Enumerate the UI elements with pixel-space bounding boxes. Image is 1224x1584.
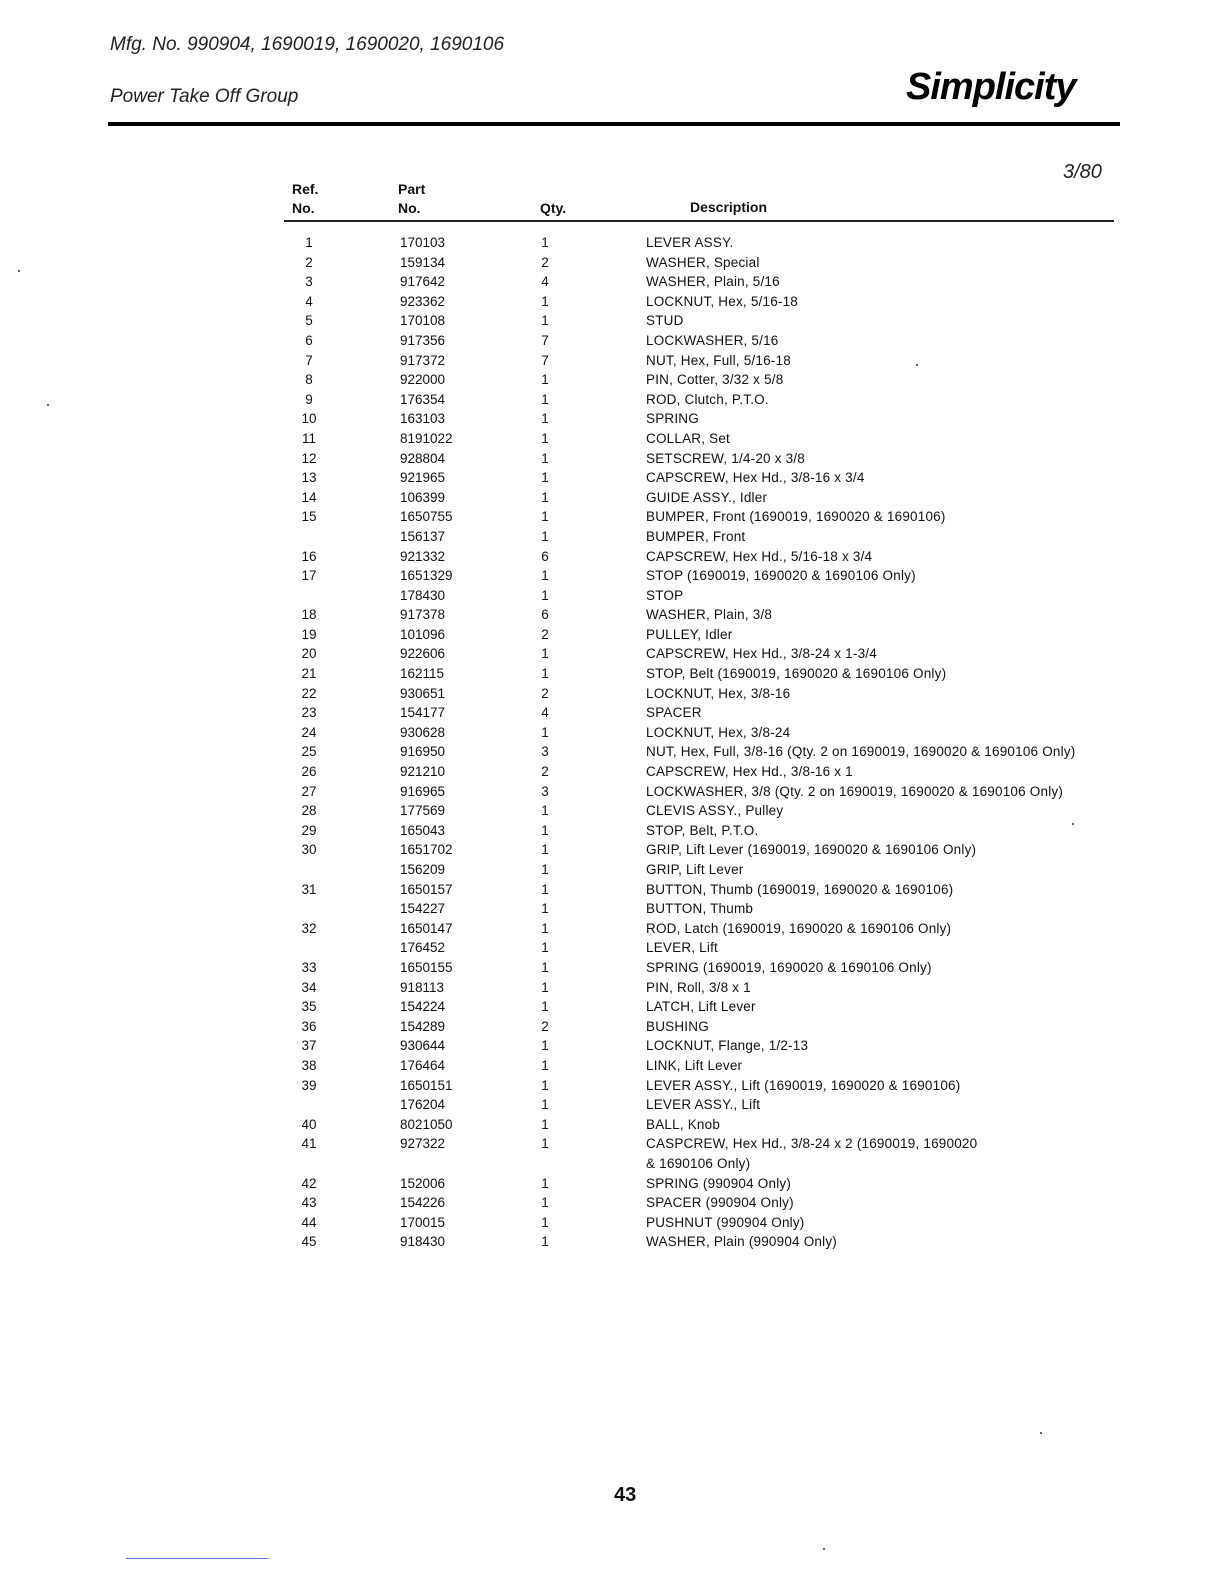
qty-cell: 1: [541, 568, 549, 584]
description-cell: LEVER ASSY.: [646, 235, 734, 250]
table-row: [0, 1174, 1224, 1194]
table-row: [0, 292, 1224, 312]
qty-cell: 1: [541, 1057, 549, 1073]
table-row: [0, 703, 1224, 723]
description-cell: WASHER, Plain, 5/16: [646, 274, 780, 290]
table-row: [0, 605, 1224, 625]
part-no-cell: 930628: [400, 724, 446, 740]
ref-no-cell: 29: [301, 822, 317, 838]
ref-no-cell: 44: [301, 1214, 317, 1230]
description-cell: LOCKNUT, Hex, 3/8-16: [646, 685, 791, 701]
table-row: [0, 1115, 1224, 1135]
description-cell: CAPSCREW, Hex Hd., 5/16-18 x 3/4: [646, 548, 873, 564]
part-no-cell: 152006: [400, 1175, 446, 1191]
ref-no-cell: 9: [305, 391, 313, 407]
description-cell: WASHER, Plain (990904 Only): [646, 1234, 837, 1250]
description-cell: LATCH, Lift Lever: [646, 999, 756, 1015]
part-no-cell: 917642: [400, 274, 446, 290]
table-row: [0, 370, 1224, 390]
table-row: [0, 527, 1224, 547]
description-cell: LINK, Lift Lever: [646, 1057, 743, 1073]
description-cell: LEVER ASSY., Lift: [646, 1097, 761, 1113]
qty-cell: 2: [541, 764, 549, 780]
scan-speck: [1072, 823, 1074, 825]
table-row: [0, 351, 1224, 371]
part-no-cell: 921210: [400, 764, 446, 780]
table-row: [0, 1056, 1224, 1076]
part-no-cell: 8191022: [400, 430, 453, 446]
part-no-cell: 178430: [400, 587, 446, 603]
table-row: [0, 899, 1224, 919]
ref-no-cell: 42: [301, 1175, 317, 1191]
ref-no-cell: 25: [301, 744, 317, 760]
description-cell: CAPSCREW, Hex Hd., 3/8-16 x 3/4: [646, 470, 865, 486]
part-no-cell: 1650155: [400, 959, 453, 975]
ref-no-cell: 6: [305, 332, 313, 348]
description-cell: SETSCREW, 1/4-20 x 3/8: [646, 450, 805, 466]
ref-no-cell: 33: [301, 959, 317, 975]
mfg-numbers: Mfg. No. 990904, 1690019, 1690020, 1690106: [110, 34, 505, 55]
qty-cell: 6: [541, 607, 549, 623]
part-no-cell: 1651702: [400, 842, 453, 858]
qty-cell: 4: [541, 274, 549, 290]
table-row: [0, 880, 1224, 900]
qty-cell: 1: [541, 1097, 549, 1113]
part-no-cell: 154289: [400, 1018, 446, 1034]
part-no-cell: 1650755: [400, 509, 453, 525]
description-cell: GRIP, Lift Lever (1690019, 1690020 & 1690106 Only): [646, 842, 977, 858]
part-no-cell: 921965: [400, 470, 446, 486]
qty-cell: 1: [541, 724, 549, 740]
qty-cell: 1: [541, 313, 549, 329]
ref-no-cell: 24: [301, 724, 317, 740]
qty-cell: 1: [541, 450, 549, 466]
description-cell: SPRING (1690019, 1690020 & 1690106 Only): [646, 959, 932, 975]
part-no-cell: 916965: [400, 783, 446, 799]
part-no-cell: 101096: [400, 626, 446, 642]
qty-cell: 1: [541, 822, 549, 838]
qty-cell: 3: [541, 744, 549, 760]
qty-cell: 1: [541, 1116, 549, 1132]
col-part-line1: Part: [398, 181, 426, 197]
col-ref-header: [292, 180, 318, 218]
qty-cell: 2: [541, 626, 549, 642]
qty-cell: 1: [541, 1175, 549, 1191]
ref-no-cell: 41: [301, 1136, 317, 1152]
description-cell: LOCKNUT, Flange, 1/2-13: [646, 1038, 809, 1054]
description-cell: ROD, Latch (1690019, 1690020 & 1690106 Only): [646, 920, 952, 936]
ref-no-cell: 38: [301, 1057, 317, 1073]
ref-no-cell: 27: [301, 783, 317, 799]
ref-no-cell: 21: [301, 666, 317, 682]
description-cell: LOCKWASHER, 5/16: [646, 332, 779, 348]
table-row: [0, 625, 1224, 645]
ref-no-cell: 16: [301, 548, 317, 564]
description-cell: LEVER ASSY., Lift (1690019, 1690020 & 1690106): [646, 1077, 961, 1093]
table-row: [0, 1076, 1224, 1096]
part-no-cell: 165043: [400, 822, 446, 838]
qty-cell: 1: [541, 1038, 549, 1054]
qty-cell: 1: [541, 1136, 549, 1152]
part-no-cell: 176464: [400, 1057, 446, 1073]
table-row: [0, 938, 1224, 958]
ref-no-cell: 19: [301, 626, 317, 642]
scan-speck: [1040, 1432, 1042, 1434]
part-no-cell: 1650147: [400, 920, 453, 936]
qty-cell: 1: [541, 940, 549, 956]
ref-no-cell: 13: [301, 470, 317, 486]
description-cell: WASHER, Plain, 3/8: [646, 607, 773, 623]
table-row: [0, 390, 1224, 410]
part-no-cell: 923362: [400, 293, 446, 309]
part-no-cell: 159134: [400, 254, 446, 270]
qty-cell: 1: [541, 979, 549, 995]
part-no-cell: 176452: [400, 940, 446, 956]
ref-no-cell: 12: [301, 450, 317, 466]
table-row: [0, 253, 1224, 273]
qty-cell: 1: [541, 920, 549, 936]
table-row: [0, 507, 1224, 527]
table-row: [0, 762, 1224, 782]
ref-no-cell: 17: [301, 568, 317, 584]
col-qty-header: Qty.: [540, 200, 567, 216]
description-cell: COLLAR, Set: [646, 430, 730, 446]
qty-cell: 1: [541, 470, 549, 486]
part-no-cell: 930651: [400, 685, 446, 701]
table-row: [0, 860, 1224, 880]
description-cell: CLEVIS ASSY., Pulley: [646, 803, 784, 819]
qty-cell: 2: [541, 1018, 549, 1034]
description-cell: SPRING: [646, 411, 699, 427]
table-row: [0, 840, 1224, 860]
qty-cell: 1: [541, 587, 549, 603]
qty-cell: 3: [541, 783, 549, 799]
qty-cell: 1: [541, 528, 549, 544]
qty-cell: 1: [541, 959, 549, 975]
ref-no-cell: 1: [305, 235, 313, 250]
qty-cell: 1: [541, 391, 549, 407]
revision-date: 3/80: [1063, 161, 1102, 183]
description-cell: NUT, Hex, Full, 5/16-18: [646, 352, 791, 368]
col-ref-line2: No.: [292, 200, 315, 216]
col-part-header: [398, 180, 425, 218]
table-row: [0, 233, 1224, 253]
table-row: [0, 919, 1224, 939]
ref-no-cell: 36: [301, 1018, 317, 1034]
part-no-cell: 177569: [400, 803, 446, 819]
parts-table: [0, 233, 1224, 1252]
part-no-cell: 170108: [400, 313, 446, 329]
ref-no-cell: 4: [305, 293, 313, 309]
qty-cell: 1: [541, 430, 549, 446]
table-row: [0, 997, 1224, 1017]
part-no-cell: 156137: [400, 528, 446, 544]
table-row: [0, 331, 1224, 351]
part-no-cell: 154224: [400, 999, 446, 1015]
description-cell: WASHER, Special: [646, 254, 760, 270]
ref-no-cell: 23: [301, 705, 317, 721]
qty-cell: 1: [541, 1234, 549, 1250]
description-cell: STOP, Belt, P.T.O.: [646, 822, 759, 838]
description-cell: SPACER: [646, 705, 702, 721]
part-no-cell: 916950: [400, 744, 446, 760]
table-row: [0, 488, 1224, 508]
part-no-cell: 928804: [400, 450, 446, 466]
table-row: [0, 821, 1224, 841]
description-cell: BUTTON, Thumb: [646, 901, 754, 917]
description-cell: GUIDE ASSY., Idler: [646, 489, 768, 505]
part-no-cell: 162115: [400, 666, 445, 682]
table-row: [0, 1036, 1224, 1056]
part-no-cell: 922000: [400, 372, 446, 388]
description-cell: BUMPER, Front: [646, 528, 746, 544]
qty-cell: 1: [541, 666, 549, 682]
page-number: 43: [614, 1484, 637, 1506]
part-no-cell: 930644: [400, 1038, 446, 1054]
scan-speck: [916, 364, 918, 366]
description-cell: SPRING (990904 Only): [646, 1175, 792, 1191]
description-cell: GRIP, Lift Lever: [646, 862, 744, 877]
qty-cell: 1: [541, 293, 549, 309]
ref-no-cell: 45: [301, 1234, 317, 1250]
table-row: [0, 644, 1224, 664]
description-cell: STOP, Belt (1690019, 1690020 & 1690106 Only): [646, 666, 947, 682]
qty-cell: 7: [541, 352, 549, 368]
brand-logo: Simplicity: [906, 66, 1076, 108]
part-no-cell: 154177: [400, 705, 446, 721]
part-no-cell: 154226: [400, 1195, 446, 1211]
ref-no-cell: 30: [301, 842, 317, 858]
part-no-cell: 927322: [400, 1136, 446, 1152]
table-row: [0, 1134, 1224, 1173]
qty-cell: 1: [541, 646, 549, 662]
ref-no-cell: 20: [301, 646, 317, 662]
footer-line: [126, 1558, 268, 1559]
table-row: [0, 1095, 1224, 1115]
ref-no-cell: 28: [301, 803, 317, 819]
col-part-line2: No.: [398, 200, 421, 216]
ref-no-cell: 34: [301, 979, 317, 995]
ref-no-cell: 26: [301, 764, 317, 780]
ref-no-cell: 7: [305, 352, 313, 368]
qty-cell: 1: [541, 372, 549, 388]
col-description-header: Description: [690, 199, 768, 215]
table-row: [0, 468, 1224, 488]
description-cell: LOCKWASHER, 3/8 (Qty. 2 on 1690019, 1690020 & 1690106 Only): [646, 783, 1064, 799]
ref-no-cell: 40: [301, 1116, 317, 1132]
part-no-cell: 176354: [400, 391, 446, 407]
ref-no-cell: 43: [301, 1195, 317, 1211]
qty-cell: 1: [541, 1195, 549, 1211]
description-cell: BUMPER, Front (1690019, 1690020 & 1690106): [646, 509, 946, 525]
description-cell: STOP: [646, 587, 684, 603]
ref-no-cell: 37: [301, 1038, 317, 1054]
qty-cell: 1: [541, 509, 549, 525]
ref-no-cell: 15: [301, 509, 317, 525]
table-row: [0, 742, 1224, 762]
table-row: [0, 311, 1224, 331]
qty-cell: 1: [541, 1214, 549, 1230]
qty-cell: 7: [541, 332, 549, 348]
qty-cell: 1: [541, 862, 549, 877]
table-row: [0, 449, 1224, 469]
table-row: [0, 429, 1224, 449]
description-cell: LOCKNUT, Hex, 5/16-18: [646, 293, 799, 309]
ref-no-cell: 2: [305, 254, 313, 270]
qty-cell: 1: [541, 999, 549, 1015]
col-ref-line1: Ref.: [292, 181, 319, 197]
ref-no-cell: 10: [301, 411, 317, 427]
part-no-cell: 917356: [400, 332, 446, 348]
ref-no-cell: 8: [305, 372, 313, 388]
description-cell: STUD: [646, 313, 684, 329]
ref-no-cell: 5: [305, 313, 313, 329]
part-no-cell: 917378: [400, 607, 446, 623]
ref-no-cell: 32: [301, 920, 317, 936]
scan-speck: [18, 270, 20, 272]
ref-no-cell: 11: [301, 430, 316, 446]
description-cell: PIN, Cotter, 3/32 x 5/8: [646, 372, 784, 388]
part-no-cell: 1650157: [400, 881, 453, 897]
table-row: [0, 1017, 1224, 1037]
table-row: [0, 566, 1224, 586]
table-row: [0, 272, 1224, 292]
part-no-cell: 154227: [400, 901, 446, 917]
qty-cell: 6: [541, 548, 549, 564]
part-no-cell: 918113: [400, 979, 445, 995]
table-row: [0, 1232, 1224, 1252]
qty-cell: 1: [541, 901, 549, 917]
group-title: Power Take Off Group: [110, 86, 299, 107]
description-cell: CAPSCREW, Hex Hd., 3/8-24 x 1-3/4: [646, 646, 877, 662]
part-no-cell: 170103: [400, 235, 446, 250]
part-no-cell: 176204: [400, 1097, 446, 1113]
table-row: [0, 547, 1224, 567]
part-no-cell: 8021050: [400, 1116, 453, 1132]
part-no-cell: 1651329: [400, 568, 453, 584]
part-no-cell: 917372: [400, 352, 446, 368]
qty-cell: 2: [541, 685, 549, 701]
description-cell: PULLEY, Idler: [646, 626, 733, 642]
qty-cell: 1: [541, 803, 549, 819]
table-row: [0, 801, 1224, 821]
part-no-cell: 921332: [400, 548, 446, 564]
qty-cell: 4: [541, 705, 549, 721]
table-row: [0, 782, 1224, 802]
qty-cell: 1: [541, 881, 549, 897]
table-row: [0, 664, 1224, 684]
description-cell: STOP (1690019, 1690020 & 1690106 Only): [646, 568, 916, 584]
description-cell: BALL, Knob: [646, 1116, 721, 1132]
part-no-cell: 106399: [400, 489, 446, 505]
description-cell: NUT, Hex, Full, 3/8-16 (Qty. 2 on 1690019, 1690020 & 1690106 Only): [646, 744, 1076, 760]
ref-no-cell: 35: [301, 999, 317, 1015]
description-cell: LOCKNUT, Hex, 3/8-24: [646, 724, 791, 740]
qty-cell: 1: [541, 842, 549, 858]
table-row: [0, 723, 1224, 743]
table-row: [0, 978, 1224, 998]
table-row: [0, 586, 1224, 606]
description-cell: ROD, Clutch, P.T.O.: [646, 391, 769, 407]
table-row: [0, 958, 1224, 978]
ref-no-cell: 14: [301, 489, 317, 505]
description-cell: PIN, Roll, 3/8 x 1: [646, 979, 751, 995]
qty-cell: 2: [541, 254, 549, 270]
qty-cell: 1: [541, 1077, 549, 1093]
scan-speck: [47, 404, 49, 406]
part-no-cell: 170015: [400, 1214, 446, 1230]
qty-cell: 1: [541, 411, 549, 427]
part-no-cell: 922606: [400, 646, 446, 662]
ref-no-cell: 3: [305, 274, 313, 290]
scan-speck: [823, 1548, 825, 1550]
part-no-cell: 156209: [400, 862, 446, 877]
ref-no-cell: 22: [301, 685, 317, 701]
table-row: [0, 1193, 1224, 1213]
qty-cell: 1: [541, 235, 549, 250]
qty-cell: 1: [541, 489, 549, 505]
table-header-rule: [284, 220, 1114, 222]
ref-no-cell: 39: [301, 1077, 317, 1093]
part-no-cell: 163103: [400, 411, 446, 427]
description-cell: CASPCREW, Hex Hd., 3/8-24 x 2 (1690019, 1690020 & 1690106 Only): [646, 1136, 978, 1171]
description-cell: PUSHNUT (990904 Only): [646, 1214, 805, 1230]
header-rule: [108, 122, 1120, 126]
description-cell: SPACER (990904 Only): [646, 1195, 794, 1211]
description-cell: LEVER, Lift: [646, 940, 718, 956]
table-row: [0, 1213, 1224, 1233]
ref-no-cell: 18: [301, 607, 317, 623]
description-cell: CAPSCREW, Hex Hd., 3/8-16 x 1: [646, 764, 853, 780]
table-row: [0, 684, 1224, 704]
part-no-cell: 1650151: [400, 1077, 453, 1093]
table-row: [0, 409, 1224, 429]
part-no-cell: 918430: [400, 1234, 446, 1250]
ref-no-cell: 31: [301, 881, 317, 897]
description-cell: BUSHING: [646, 1018, 709, 1034]
description-cell: BUTTON, Thumb (1690019, 1690020 & 1690106): [646, 881, 954, 897]
